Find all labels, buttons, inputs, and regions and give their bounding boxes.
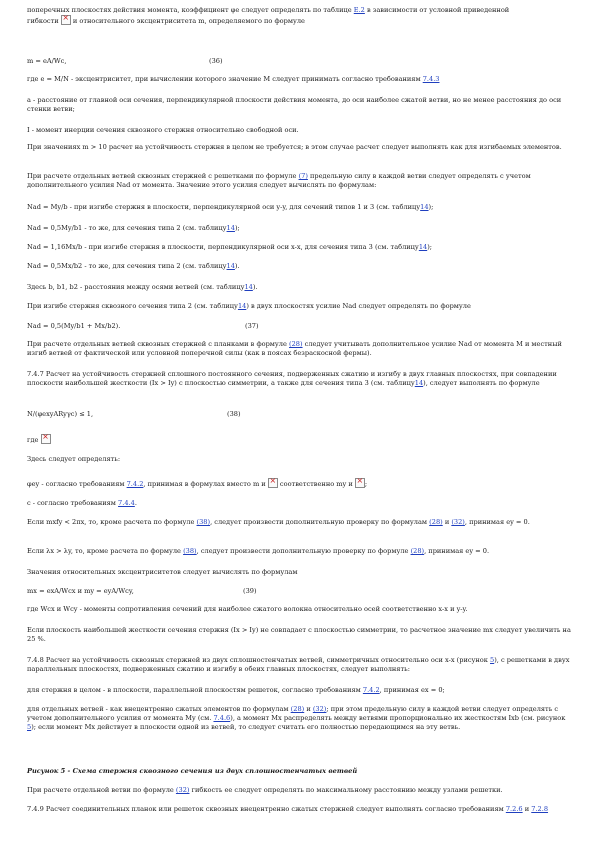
link-7-4-6[interactable]: 7.4.6 — [213, 714, 231, 722]
link-formula-28[interactable]: (28) — [410, 547, 425, 555]
link-formula-38[interactable]: (38) — [183, 547, 197, 555]
paragraph-distance-a: a - расстояние от главной оси сечения, перпендикулярной плоскости действия момента, до оси наиболее сжатой ветви, но не менее расстояния до оси стенки ветви; — [27, 96, 562, 113]
formula-nad-2: Nad = 0,5My/b1 - то же, для сечения типа 2 (см. таблицу14); — [27, 224, 240, 232]
link-7-4-2[interactable]: 7.4.2 — [126, 480, 144, 488]
formula-38: N/(φexyARyγc) ≤ 1, (38) — [27, 410, 241, 418]
paragraph-branch-distances: Здесь b, b1, b2 - расстояния между осями ветвей (см. таблицу14). — [27, 283, 258, 291]
formula-nad-4: Nad = 0,5Mx/b2 - то же, для сечения типа 2 (см. таблицу14). — [27, 262, 240, 270]
broken-image-icon — [41, 434, 51, 444]
link-formula-38[interactable]: (38) — [196, 518, 211, 526]
link-formula-32[interactable]: (32) — [175, 786, 190, 794]
link-formula-32[interactable]: (32) — [451, 518, 465, 526]
link-table-14[interactable]: 14 — [237, 302, 247, 310]
paragraph-7-4-8: 7.4.8 Расчет на устойчивость сквозных стержней из двух сплошностенчатых ветвей, симметричных относительно оси x-x (рисунок 5), с решетками в двух параллельных плоскостях, подверженных сжатию и изгибу в обеих главных плоскостях, следует выполнять: — [27, 656, 570, 673]
link-7-4-3[interactable]: 7.4.3 — [422, 75, 440, 83]
paragraph-determine: Здесь следует определять: — [27, 455, 121, 463]
paragraph-wcx-wcy: где Wcx и Wcy - моменты сопротивления сечений для наиболее сжатого волокна относительно осей соответственно x-x и y-y. — [27, 605, 468, 613]
link-7-2-6[interactable]: 7.2.6 — [505, 805, 523, 813]
formula-36: m = eA/Wc, (36) — [27, 57, 223, 65]
link-7-4-2[interactable]: 7.4.2 — [362, 686, 380, 694]
paragraph-whole-rod: для стержня в целом - в плоскости, параллельной плоскостям решеток, согласно требованиям 7.4.2, принимая ex = 0; — [27, 686, 445, 694]
paragraph-eccentricity-values: Значения относительных эксцентриситетов следует вычислять по формулам — [27, 568, 298, 576]
link-formula-28[interactable]: (28) — [429, 518, 443, 526]
formula-nad-3: Nad = 1,16Mx/b - при изгибе стержня в плоскости, перпендикулярной оси x-x, для сечения типа 3 (см. таблицу14); — [27, 243, 432, 251]
paragraph-check-mx: Если mxfy < 2πx, то, кроме расчета по формуле (38), следует произвести дополнительную проверку по формулам (28) и (32), принимая ey = 0. — [27, 518, 530, 526]
paragraph-moment-inertia: I - момент инерции сечения сквозного стержня относительно свободной оси. — [27, 126, 299, 134]
paragraph-eccentricity: где e = M/N - эксцентриситет, при вычислении которого значение M следует принимать согласно требованиям 7.4.3 — [27, 75, 440, 83]
broken-image-icon — [355, 478, 365, 488]
paragraph-lattice-branches: При расчете отдельных ветвей сквозных стержней с решетками по формуле (7) предельную силу в каждой ветви следует определять с учетом дополнительного усилия Nad от момента. Значение этого усилия следует вычислять по формулам: — [27, 172, 531, 189]
link-7-2-8[interactable]: 7.2.8 — [531, 805, 549, 813]
paragraph-m-gt-10: При значениях m > 10 расчет на устойчивость стержня в целом не требуется; в этом случае расчет следует выполнять как для изгибаемых элементов. — [27, 143, 562, 151]
link-formula-32[interactable]: (32) — [312, 705, 327, 713]
paragraph-phi-ey: φey - согласно требованиям 7.4.2, принимая в формулах вместо m и × соответственно my и × ; — [27, 478, 575, 489]
paragraph-plane-stiffness: Если плоскость наибольшей жесткости сечения стержня (Ix > Iy) не совпадает с плоскостью симметрии, то расчетное значение mx следует увеличить на 25 %. — [27, 626, 571, 643]
paragraph-check-lambda: Если λx > λy, то, кроме расчета по формуле (38), следует произвести дополнительную проверку по формуле (28), принимая ey = 0. — [27, 547, 490, 555]
paragraph-where: где × — [27, 434, 575, 445]
link-formula-28[interactable]: (28) — [290, 705, 305, 713]
formula-39: mx = exA/Wcx и my = eyA/Wcy, (39) — [27, 587, 257, 595]
link-table-14[interactable]: 14 — [244, 283, 253, 291]
link-table-e2[interactable]: Е.2 — [353, 6, 365, 14]
link-table-14[interactable]: 14 — [414, 379, 424, 387]
link-table-14[interactable]: 14 — [418, 243, 428, 251]
paragraph-two-planes: При изгибе стержня сквозного сечения типа 2 (см. таблицу14) в двух плоскостях усилие Nad следует определять по формуле — [27, 302, 471, 310]
broken-image-icon — [61, 15, 71, 25]
paragraph-separate-branches: для отдельных ветвей - как внецентренно сжатых элементов по формулам (28) и (32); при этом предельную силу в каждой ветви следует определять с учетом дополнительного усилия от момента My (см. 7.4.6), а момент Mx распределять между ветвями пропорционально их жесткостям Ixb (см. рисунок 5); если момент Mx действует в плоскости одной из ветвей, то следует считать его полностью передающимся на эту ветвь. — [27, 705, 566, 731]
link-table-14[interactable]: 14 — [420, 203, 429, 211]
paragraph-7-4-7: 7.4.7 Расчет на устойчивость стержней сплошного постоянного сечения, подверженных сжатию и изгибу в двух главных плоскостях, при совпадении плоскости наибольшей жесткости (Ix > Iy) с плоскостью симметрии, а также для сечения типа 3 (см. таблицу14), следует выполнять по формуле — [27, 370, 557, 387]
paragraph-batten-branches: При расчете отдельных ветвей сквозных стержней с планками в формуле (28) следует учитывать дополнительное усилие Nad от момента M и местный изгиб ветвей от фактической или условной поперечной силы (как в поясах безраскосной фермы). — [27, 340, 562, 357]
broken-image-icon — [268, 478, 278, 488]
figure-caption: Рисунок 5 - Схема стержня сквозного сечения из двух сплошностенчатых ветвей — [27, 767, 358, 775]
link-7-4-4[interactable]: 7.4.4 — [118, 499, 135, 507]
link-table-14[interactable]: 14 — [226, 224, 235, 232]
paragraph-c: c - согласно требованиям 7.4.4. — [27, 499, 137, 507]
link-formula-28[interactable]: (28) — [289, 340, 303, 348]
paragraph-7-4-9: 7.4.9 Расчет соединительных планок или решеток сквозных внецентренно сжатых стержней следует выполнять согласно требованиям 7.2.6 и 7.2.8 — [27, 805, 549, 813]
formula-nad-1: Nad = My/b - при изгибе стержня в плоскости, перпендикулярной оси y-y, для сечений типов 1 и 3 (см. таблицу14); — [27, 203, 434, 211]
paragraph-coefficient: поперечных плоскостях действия момента, коэффициент φе следует определять по таблице Е.2 в зависимости от условной приведенной гибкости × и относительного эксцентриситета m, определяемого по формуле — [27, 6, 575, 26]
link-figure-5[interactable]: 5 — [490, 656, 495, 664]
formula-37: Nad = 0,5(My/b1 + Mx/b2). (37) — [27, 322, 259, 330]
link-formula-7[interactable]: (7) — [298, 172, 308, 180]
link-figure-5[interactable]: 5 — [27, 723, 32, 731]
paragraph-branch-flexibility: При расчете отдельной ветви по формуле (32) гибкость ее следует определять по максимальному расстоянию между узлами решетки. — [27, 786, 503, 794]
link-table-14[interactable]: 14 — [226, 262, 235, 270]
